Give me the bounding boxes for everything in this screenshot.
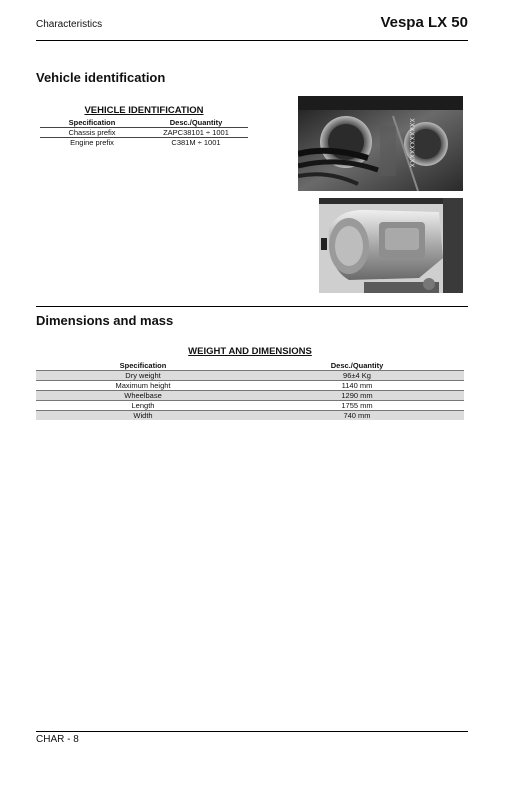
value-cell: C381M ÷ 1001	[171, 138, 221, 147]
value-cell: 96±4 Kg	[250, 371, 464, 381]
column-header: Desc./Quantity	[144, 118, 248, 128]
value-cell: 1140 mm	[250, 381, 464, 391]
spec-cell: Engine prefix	[70, 138, 114, 147]
spec-cell: Wheelbase	[36, 391, 250, 401]
header-section-label: Characteristics	[36, 19, 103, 30]
table-row	[36, 401, 464, 411]
vehicle-id-table-title: VEHICLE IDENTIFICATION	[84, 105, 204, 116]
chassis-number-photo	[298, 96, 463, 191]
column-header: Specification	[119, 361, 167, 370]
engine-photo-graphic	[319, 198, 463, 293]
value-cell: 1290 mm	[250, 391, 464, 401]
value-cell: ZAPC38101 ÷ 1001	[144, 128, 248, 138]
vehicle-id-table	[40, 118, 248, 147]
table-row	[36, 411, 464, 421]
table-row	[36, 381, 464, 391]
spec-cell: Chassis prefix	[40, 128, 144, 138]
page-number: CHAR - 8	[36, 734, 79, 745]
vehicle-id-heading: Vehicle identification	[36, 70, 166, 85]
dimensions-heading: Dimensions and mass	[36, 313, 174, 328]
table-row	[36, 371, 464, 381]
engine-number-photo	[319, 198, 463, 293]
table-row	[40, 138, 248, 148]
dimensions-table	[36, 361, 464, 420]
value-cell: 1755 mm	[250, 401, 464, 411]
header-rule	[36, 40, 468, 41]
dimensions-table-title: WEIGHT AND DIMENSIONS	[188, 346, 312, 357]
spec-cell: Width	[36, 411, 250, 421]
chassis-number-label: XXXXXXXXXXX	[408, 118, 414, 168]
column-header: Specification	[40, 118, 144, 128]
table-row	[40, 128, 248, 138]
spec-cell: Length	[36, 401, 250, 411]
value-cell: 740 mm	[250, 411, 464, 421]
section-divider	[36, 306, 468, 307]
chassis-photo-graphic	[298, 96, 463, 191]
spec-cell: Maximum height	[36, 381, 250, 391]
column-header: Desc./Quantity	[330, 361, 384, 370]
header-model-title: Vespa LX 50	[380, 14, 468, 31]
spec-cell: Dry weight	[36, 371, 250, 381]
footer-rule	[36, 731, 468, 732]
table-row	[36, 391, 464, 401]
